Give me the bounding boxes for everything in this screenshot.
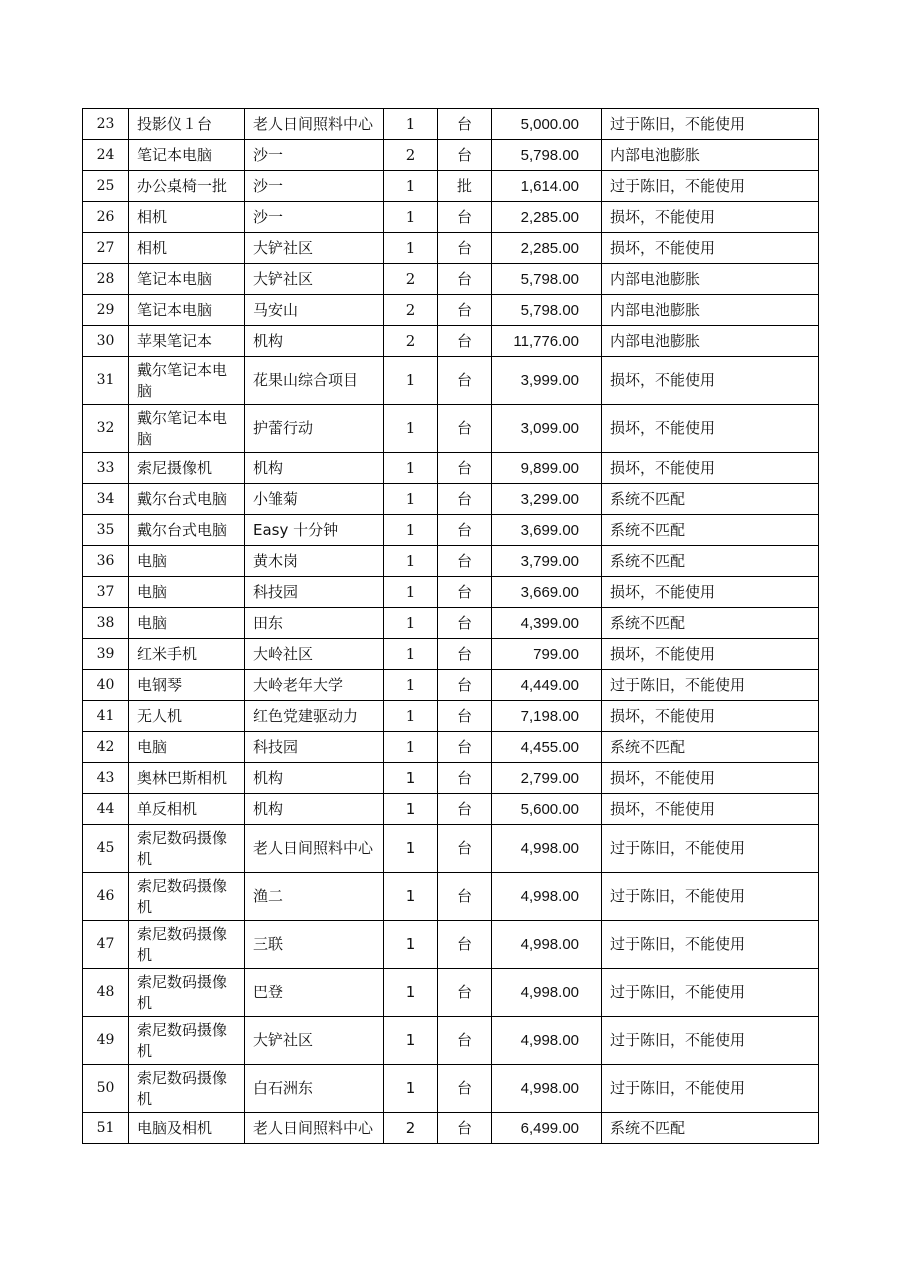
unit-measure-cell: 台 xyxy=(438,577,492,608)
quantity-cell: 1 xyxy=(384,639,438,670)
department-cell: 老人日间照料中心 xyxy=(245,825,384,873)
table-row xyxy=(83,264,819,295)
unit-measure-cell: 台 xyxy=(438,701,492,732)
table-row xyxy=(83,825,819,873)
item-name-cell: 相机 xyxy=(129,233,245,264)
department-cell: 小雏菊 xyxy=(245,484,384,515)
unit-measure-cell: 台 xyxy=(438,794,492,825)
item-name-cell: 苹果笔记本 xyxy=(129,326,245,357)
unit-measure-cell: 台 xyxy=(438,1065,492,1113)
table-row xyxy=(83,171,819,202)
department-cell: 花果山综合项目 xyxy=(245,357,384,405)
row-number-cell: 51 xyxy=(83,1113,129,1144)
row-number-cell: 48 xyxy=(83,969,129,1017)
table-row xyxy=(83,794,819,825)
unit-measure-cell: 台 xyxy=(438,639,492,670)
quantity-cell: 2 xyxy=(384,1113,438,1144)
department-cell: 机构 xyxy=(245,453,384,484)
amount-cell: 4,998.00 xyxy=(492,873,602,921)
row-number-cell: 44 xyxy=(83,794,129,825)
row-number-cell: 25 xyxy=(83,171,129,202)
table-row xyxy=(83,732,819,763)
row-number-cell: 30 xyxy=(83,326,129,357)
table-row xyxy=(83,295,819,326)
item-name-cell: 电脑 xyxy=(129,732,245,763)
unit-measure-cell: 台 xyxy=(438,295,492,326)
department-cell: 机构 xyxy=(245,763,384,794)
unit-measure-cell: 台 xyxy=(438,453,492,484)
disposal-reason-cell: 过于陈旧，不能使用 xyxy=(602,969,819,1017)
amount-cell: 1,614.00 xyxy=(492,171,602,202)
table-row xyxy=(83,921,819,969)
disposal-reason-cell: 过于陈旧，不能使用 xyxy=(602,109,819,140)
row-number-cell: 34 xyxy=(83,484,129,515)
item-name-cell: 电脑及相机 xyxy=(129,1113,245,1144)
disposal-reason-cell: 损坏，不能使用 xyxy=(602,405,819,453)
item-name-cell: 戴尔笔记本电脑 xyxy=(129,405,245,453)
department-cell: 老人日间照料中心 xyxy=(245,1113,384,1144)
item-name-cell: 戴尔台式电脑 xyxy=(129,515,245,546)
row-number-cell: 23 xyxy=(83,109,129,140)
quantity-cell: 2 xyxy=(384,264,438,295)
amount-cell: 5,600.00 xyxy=(492,794,602,825)
quantity-cell: 1 xyxy=(384,453,438,484)
department-cell: 老人日间照料中心 xyxy=(245,109,384,140)
quantity-cell: 2 xyxy=(384,326,438,357)
item-name-cell: 电脑 xyxy=(129,577,245,608)
unit-measure-cell: 台 xyxy=(438,546,492,577)
disposal-reason-cell: 过于陈旧，不能使用 xyxy=(602,670,819,701)
quantity-cell: 1 xyxy=(384,1017,438,1065)
item-name-cell: 索尼数码摄像机 xyxy=(129,1017,245,1065)
department-cell: 沙一 xyxy=(245,140,384,171)
unit-measure-cell: 台 xyxy=(438,202,492,233)
item-name-cell: 笔记本电脑 xyxy=(129,295,245,326)
table-row xyxy=(83,109,819,140)
row-number-cell: 47 xyxy=(83,921,129,969)
row-number-cell: 46 xyxy=(83,873,129,921)
amount-cell: 4,998.00 xyxy=(492,921,602,969)
row-number-cell: 50 xyxy=(83,1065,129,1113)
disposal-reason-cell: 系统不匹配 xyxy=(602,484,819,515)
unit-measure-cell: 台 xyxy=(438,1017,492,1065)
table-row xyxy=(83,405,819,453)
disposal-reason-cell: 系统不匹配 xyxy=(602,546,819,577)
quantity-cell: 1 xyxy=(384,969,438,1017)
amount-cell: 5,798.00 xyxy=(492,295,602,326)
table-row xyxy=(83,484,819,515)
amount-cell: 4,998.00 xyxy=(492,1065,602,1113)
department-cell: 白石洲东 xyxy=(245,1065,384,1113)
disposal-reason-cell: 过于陈旧，不能使用 xyxy=(602,171,819,202)
department-cell: 渔二 xyxy=(245,873,384,921)
table-row xyxy=(83,873,819,921)
unit-measure-cell: 台 xyxy=(438,825,492,873)
quantity-cell: 1 xyxy=(384,202,438,233)
disposal-reason-cell: 内部电池膨胀 xyxy=(602,264,819,295)
row-number-cell: 45 xyxy=(83,825,129,873)
unit-measure-cell: 台 xyxy=(438,969,492,1017)
item-name-cell: 红米手机 xyxy=(129,639,245,670)
department-cell: 科技园 xyxy=(245,732,384,763)
unit-measure-cell: 台 xyxy=(438,732,492,763)
row-number-cell: 27 xyxy=(83,233,129,264)
item-name-cell: 戴尔笔记本电脑 xyxy=(129,357,245,405)
unit-measure-cell: 台 xyxy=(438,484,492,515)
department-cell: 机构 xyxy=(245,326,384,357)
table-row xyxy=(83,515,819,546)
unit-measure-cell: 台 xyxy=(438,109,492,140)
row-number-cell: 43 xyxy=(83,763,129,794)
asset-disposal-table xyxy=(82,108,819,1144)
amount-cell: 6,499.00 xyxy=(492,1113,602,1144)
unit-measure-cell: 台 xyxy=(438,1113,492,1144)
unit-measure-cell: 台 xyxy=(438,264,492,295)
disposal-reason-cell: 系统不匹配 xyxy=(602,608,819,639)
table-row xyxy=(83,1017,819,1065)
table-row xyxy=(83,140,819,171)
row-number-cell: 40 xyxy=(83,670,129,701)
disposal-reason-cell: 过于陈旧，不能使用 xyxy=(602,1017,819,1065)
department-cell: 护蕾行动 xyxy=(245,405,384,453)
unit-measure-cell: 台 xyxy=(438,357,492,405)
unit-measure-cell: 台 xyxy=(438,873,492,921)
unit-measure-cell: 台 xyxy=(438,608,492,639)
table-row xyxy=(83,202,819,233)
disposal-reason-cell: 损坏，不能使用 xyxy=(602,233,819,264)
disposal-reason-cell: 损坏，不能使用 xyxy=(602,202,819,233)
disposal-reason-cell: 过于陈旧，不能使用 xyxy=(602,825,819,873)
amount-cell: 4,399.00 xyxy=(492,608,602,639)
quantity-cell: 1 xyxy=(384,405,438,453)
table-row xyxy=(83,577,819,608)
disposal-reason-cell: 内部电池膨胀 xyxy=(602,326,819,357)
department-cell: 机构 xyxy=(245,794,384,825)
amount-cell: 4,998.00 xyxy=(492,969,602,1017)
amount-cell: 3,699.00 xyxy=(492,515,602,546)
item-name-cell: 无人机 xyxy=(129,701,245,732)
amount-cell: 2,285.00 xyxy=(492,233,602,264)
disposal-reason-cell: 过于陈旧，不能使用 xyxy=(602,873,819,921)
department-cell: 大铲社区 xyxy=(245,264,384,295)
item-name-cell: 电脑 xyxy=(129,608,245,639)
amount-cell: 5,000.00 xyxy=(492,109,602,140)
quantity-cell: 1 xyxy=(384,763,438,794)
table-row xyxy=(83,326,819,357)
quantity-cell: 1 xyxy=(384,171,438,202)
amount-cell: 3,669.00 xyxy=(492,577,602,608)
quantity-cell: 1 xyxy=(384,515,438,546)
row-number-cell: 24 xyxy=(83,140,129,171)
item-name-cell: 索尼数码摄像机 xyxy=(129,1065,245,1113)
item-name-cell: 办公桌椅一批 xyxy=(129,171,245,202)
amount-cell: 9,899.00 xyxy=(492,453,602,484)
quantity-cell: 1 xyxy=(384,873,438,921)
disposal-reason-cell: 系统不匹配 xyxy=(602,732,819,763)
disposal-reason-cell: 过于陈旧，不能使用 xyxy=(602,921,819,969)
item-name-cell: 笔记本电脑 xyxy=(129,140,245,171)
department-cell: 巴登 xyxy=(245,969,384,1017)
row-number-cell: 35 xyxy=(83,515,129,546)
quantity-cell: 1 xyxy=(384,109,438,140)
quantity-cell: 1 xyxy=(384,794,438,825)
unit-measure-cell: 批 xyxy=(438,171,492,202)
row-number-cell: 26 xyxy=(83,202,129,233)
disposal-reason-cell: 系统不匹配 xyxy=(602,1113,819,1144)
row-number-cell: 37 xyxy=(83,577,129,608)
disposal-reason-cell: 损坏，不能使用 xyxy=(602,639,819,670)
unit-measure-cell: 台 xyxy=(438,326,492,357)
disposal-reason-cell: 损坏，不能使用 xyxy=(602,701,819,732)
unit-measure-cell: 台 xyxy=(438,233,492,264)
item-name-cell: 索尼摄像机 xyxy=(129,453,245,484)
amount-cell: 3,299.00 xyxy=(492,484,602,515)
amount-cell: 4,998.00 xyxy=(492,1017,602,1065)
row-number-cell: 32 xyxy=(83,405,129,453)
item-name-cell: 索尼数码摄像机 xyxy=(129,825,245,873)
amount-cell: 799.00 xyxy=(492,639,602,670)
unit-measure-cell: 台 xyxy=(438,140,492,171)
amount-cell: 5,798.00 xyxy=(492,140,602,171)
department-cell: 大铲社区 xyxy=(245,233,384,264)
department-cell: 田东 xyxy=(245,608,384,639)
disposal-reason-cell: 损坏，不能使用 xyxy=(602,577,819,608)
amount-cell: 11,776.00 xyxy=(492,326,602,357)
quantity-cell: 1 xyxy=(384,357,438,405)
row-number-cell: 36 xyxy=(83,546,129,577)
row-number-cell: 29 xyxy=(83,295,129,326)
item-name-cell: 索尼数码摄像机 xyxy=(129,969,245,1017)
item-name-cell: 电钢琴 xyxy=(129,670,245,701)
disposal-reason-cell: 损坏，不能使用 xyxy=(602,453,819,484)
unit-measure-cell: 台 xyxy=(438,515,492,546)
department-cell: Easy 十分钟 xyxy=(245,515,384,546)
unit-measure-cell: 台 xyxy=(438,405,492,453)
disposal-reason-cell: 损坏，不能使用 xyxy=(602,794,819,825)
table-row xyxy=(83,357,819,405)
quantity-cell: 2 xyxy=(384,295,438,326)
amount-cell: 3,799.00 xyxy=(492,546,602,577)
quantity-cell: 1 xyxy=(384,484,438,515)
table-row xyxy=(83,546,819,577)
item-name-cell: 索尼数码摄像机 xyxy=(129,921,245,969)
item-name-cell: 笔记本电脑 xyxy=(129,264,245,295)
item-name-cell: 奥林巴斯相机 xyxy=(129,763,245,794)
table-row xyxy=(83,670,819,701)
table-row xyxy=(83,1113,819,1144)
row-number-cell: 38 xyxy=(83,608,129,639)
row-number-cell: 41 xyxy=(83,701,129,732)
disposal-reason-cell: 损坏，不能使用 xyxy=(602,763,819,794)
item-name-cell: 戴尔台式电脑 xyxy=(129,484,245,515)
table-row xyxy=(83,233,819,264)
table-row xyxy=(83,453,819,484)
disposal-reason-cell: 损坏，不能使用 xyxy=(602,357,819,405)
row-number-cell: 28 xyxy=(83,264,129,295)
quantity-cell: 1 xyxy=(384,577,438,608)
disposal-reason-cell: 过于陈旧，不能使用 xyxy=(602,1065,819,1113)
quantity-cell: 2 xyxy=(384,140,438,171)
department-cell: 大岭社区 xyxy=(245,639,384,670)
table-row xyxy=(83,1065,819,1113)
department-cell: 三联 xyxy=(245,921,384,969)
amount-cell: 7,198.00 xyxy=(492,701,602,732)
amount-cell: 4,455.00 xyxy=(492,732,602,763)
table-row xyxy=(83,969,819,1017)
amount-cell: 5,798.00 xyxy=(492,264,602,295)
disposal-reason-cell: 内部电池膨胀 xyxy=(602,295,819,326)
unit-measure-cell: 台 xyxy=(438,921,492,969)
quantity-cell: 1 xyxy=(384,608,438,639)
department-cell: 沙一 xyxy=(245,202,384,233)
table-row xyxy=(83,701,819,732)
row-number-cell: 39 xyxy=(83,639,129,670)
row-number-cell: 49 xyxy=(83,1017,129,1065)
amount-cell: 4,998.00 xyxy=(492,825,602,873)
department-cell: 大岭老年大学 xyxy=(245,670,384,701)
amount-cell: 2,799.00 xyxy=(492,763,602,794)
row-number-cell: 33 xyxy=(83,453,129,484)
item-name-cell: 电脑 xyxy=(129,546,245,577)
amount-cell: 3,099.00 xyxy=(492,405,602,453)
amount-cell: 2,285.00 xyxy=(492,202,602,233)
disposal-reason-cell: 系统不匹配 xyxy=(602,515,819,546)
quantity-cell: 1 xyxy=(384,546,438,577)
department-cell: 沙一 xyxy=(245,171,384,202)
quantity-cell: 1 xyxy=(384,921,438,969)
item-name-cell: 索尼数码摄像机 xyxy=(129,873,245,921)
department-cell: 大铲社区 xyxy=(245,1017,384,1065)
table-row xyxy=(83,639,819,670)
table-body xyxy=(83,109,819,1144)
disposal-reason-cell: 内部电池膨胀 xyxy=(602,140,819,171)
quantity-cell: 1 xyxy=(384,732,438,763)
department-cell: 科技园 xyxy=(245,577,384,608)
quantity-cell: 1 xyxy=(384,1065,438,1113)
department-cell: 马安山 xyxy=(245,295,384,326)
table-row xyxy=(83,608,819,639)
item-name-cell: 投影仪１台 xyxy=(129,109,245,140)
row-number-cell: 31 xyxy=(83,357,129,405)
unit-measure-cell: 台 xyxy=(438,670,492,701)
unit-measure-cell: 台 xyxy=(438,763,492,794)
department-cell: 黄木岗 xyxy=(245,546,384,577)
row-number-cell: 42 xyxy=(83,732,129,763)
item-name-cell: 单反相机 xyxy=(129,794,245,825)
amount-cell: 4,449.00 xyxy=(492,670,602,701)
item-name-cell: 相机 xyxy=(129,202,245,233)
department-cell: 红色党建驱动力 xyxy=(245,701,384,732)
quantity-cell: 1 xyxy=(384,233,438,264)
quantity-cell: 1 xyxy=(384,701,438,732)
table-row xyxy=(83,763,819,794)
quantity-cell: 1 xyxy=(384,825,438,873)
amount-cell: 3,999.00 xyxy=(492,357,602,405)
quantity-cell: 1 xyxy=(384,670,438,701)
